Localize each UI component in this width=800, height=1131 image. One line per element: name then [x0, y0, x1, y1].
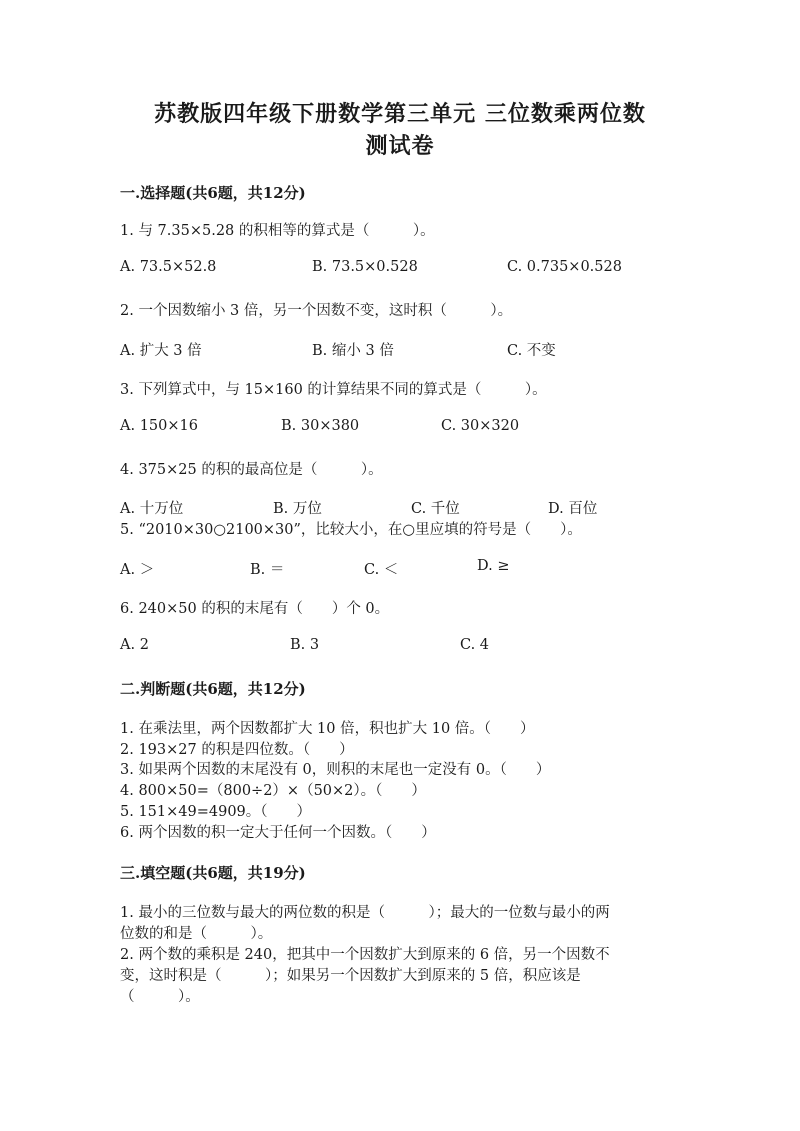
- option-1c: C. 0.735×0.528: [507, 259, 622, 275]
- option-1b: B. 73.5×0.528: [312, 259, 418, 275]
- question-1: 1. 与 7.35×5.28 的积相等的算式是（ ）。: [120, 223, 435, 239]
- option-3b: B. 30×380: [281, 418, 360, 434]
- judgement-1: 1. 在乘法里，两个因数都扩大 10 倍，积也扩大 10 倍。（ ）: [120, 721, 535, 737]
- option-6c: C. 4: [460, 637, 490, 653]
- option-3a: A. 150×16: [120, 418, 198, 434]
- section-heading-judgement: 二.判断题(共6题，共12分): [120, 680, 306, 698]
- fill-1-line1: 1. 最小的三位数与最大的两位数的积是（ ）；最大的一位数与最小的两: [120, 905, 610, 921]
- fill-2-line3: （ ）。: [120, 989, 200, 1005]
- judgement-3: 3. 如果两个因数的末尾没有 0，则积的末尾也一定没有 0。（ ）: [120, 762, 551, 778]
- option-5c: C. ＜: [364, 562, 399, 578]
- option-5a: A. ＞: [120, 562, 155, 578]
- option-1a: A. 73.5×52.8: [120, 259, 217, 275]
- judgement-6: 6. 两个因数的积一定大于任何一个因数。（ ）: [120, 825, 436, 841]
- option-4a: A. 十万位: [120, 501, 184, 517]
- option-4b: B. 万位: [273, 501, 322, 517]
- judgement-2: 2. 193×27 的积是四位数。（ ）: [120, 742, 354, 758]
- section-heading-choice: 一.选择题(共6题，共12分): [120, 184, 306, 202]
- fill-1-line2: 位数的和是（ ）。: [120, 926, 273, 942]
- question-2: 2. 一个因数缩小 3 倍，另一个因数不变，这时积（ ）。: [120, 303, 513, 319]
- option-6a: A. 2: [120, 637, 149, 653]
- option-2b: B. 缩小 3 倍: [312, 343, 394, 359]
- question-3: 3. 下列算式中，与 15×160 的计算结果不同的算式是（ ）。: [120, 382, 547, 398]
- question-6: 6. 240×50 的积的末尾有（ ）个 0。: [120, 601, 390, 617]
- fill-2-line2: 变，这时积是（ ）；如果另一个因数扩大到原来的 5 倍，积应该是: [120, 968, 581, 984]
- option-3c: C. 30×320: [441, 418, 520, 434]
- option-5d: D. ≥: [477, 558, 510, 574]
- page-title-line2: 测试卷: [365, 133, 435, 159]
- section-heading-fill: 三.填空题(共6题，共19分): [120, 864, 306, 882]
- page-title: 苏教版四年级下册数学第三单元 三位数乘两位数: [154, 101, 646, 127]
- option-4d: D. 百位: [548, 501, 598, 517]
- question-5: 5. “2010×30○2100×30”，比较大小，在○里应填的符号是（ ）。: [120, 522, 582, 538]
- judgement-5: 5. 151×49=4909。（ ）: [120, 804, 312, 820]
- option-2a: A. 扩大 3 倍: [120, 343, 202, 359]
- option-2c: C. 不变: [507, 343, 556, 359]
- option-6b: B. 3: [290, 637, 320, 653]
- fill-2-line1: 2. 两个数的乘积是 240，把其中一个因数扩大到原来的 6 倍，另一个因数不: [120, 947, 610, 963]
- option-4c: C. 千位: [411, 501, 460, 517]
- judgement-4: 4. 800×50=（800÷2）×（50×2）。（ ）: [120, 783, 426, 799]
- option-5b: B. ＝: [250, 562, 285, 578]
- question-4: 4. 375×25 的积的最高位是（ ）。: [120, 462, 383, 478]
